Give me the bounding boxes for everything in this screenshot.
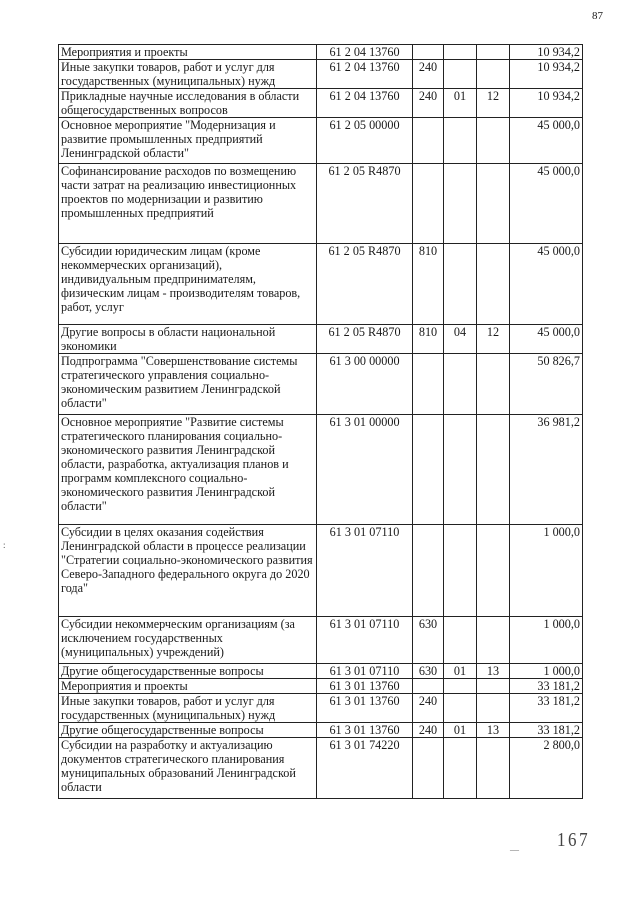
row-csr-cell: 61 3 01 74220 xyxy=(317,738,413,799)
row-vr-cell: 810 xyxy=(413,244,444,325)
row-sum-cell: 1 000,0 xyxy=(510,664,583,679)
row-sum-cell: 2 800,0 xyxy=(510,738,583,799)
row-sum-cell: 36 981,2 xyxy=(510,415,583,525)
row-pr-cell xyxy=(477,738,510,799)
row-csr-cell: 61 2 04 13760 xyxy=(317,45,413,60)
row-sum-cell: 10 934,2 xyxy=(510,89,583,118)
row-sum-cell: 1 000,0 xyxy=(510,617,583,664)
row-name-cell: Мероприятия и проекты xyxy=(59,45,317,60)
row-sum-cell: 10 934,2 xyxy=(510,45,583,60)
row-rz-cell xyxy=(444,694,477,723)
table-row xyxy=(59,694,583,723)
table-row xyxy=(59,525,583,617)
row-rz-cell xyxy=(444,679,477,694)
row-vr-cell xyxy=(413,525,444,617)
row-rz-cell xyxy=(444,244,477,325)
row-csr-cell: 61 3 01 13760 xyxy=(317,694,413,723)
row-rz-cell xyxy=(444,118,477,164)
row-pr-cell xyxy=(477,118,510,164)
row-csr-cell: 61 2 04 13760 xyxy=(317,89,413,118)
row-pr-cell: 13 xyxy=(477,664,510,679)
table-row xyxy=(59,723,583,738)
row-name-cell: Другие вопросы в области национальной экономики xyxy=(59,325,317,354)
table-row xyxy=(59,664,583,679)
row-rz-cell xyxy=(444,164,477,244)
row-name-cell: Субсидии на разработку и актуализацию документов стратегического планирования муниципальных образований Ленинградской области xyxy=(59,738,317,799)
row-csr-cell: 61 3 00 00000 xyxy=(317,354,413,415)
table-row xyxy=(59,60,583,89)
row-pr-cell xyxy=(477,60,510,89)
budget-table-body xyxy=(59,45,583,799)
row-rz-cell xyxy=(444,45,477,60)
row-rz-cell: 01 xyxy=(444,664,477,679)
row-sum-cell: 33 181,2 xyxy=(510,694,583,723)
row-name-cell: Иные закупки товаров, работ и услуг для государственных (муниципальных) нужд xyxy=(59,694,317,723)
row-sum-cell: 45 000,0 xyxy=(510,325,583,354)
row-vr-cell xyxy=(413,45,444,60)
row-vr-cell xyxy=(413,118,444,164)
row-name-cell: Субсидии юридическим лицам (кроме некоммерческих организаций), индивидуальным предпринимателям, физическим лицам - производителям товаров, работ, услуг xyxy=(59,244,317,325)
row-pr-cell xyxy=(477,415,510,525)
row-sum-cell: 50 826,7 xyxy=(510,354,583,415)
table-row xyxy=(59,45,583,60)
row-vr-cell xyxy=(413,415,444,525)
table-row xyxy=(59,89,583,118)
row-rz-cell xyxy=(444,60,477,89)
row-rz-cell xyxy=(444,617,477,664)
row-name-cell: Иные закупки товаров, работ и услуг для государственных (муниципальных) нужд xyxy=(59,60,317,89)
row-csr-cell: 61 3 01 07110 xyxy=(317,525,413,617)
row-rz-cell xyxy=(444,525,477,617)
row-vr-cell: 240 xyxy=(413,723,444,738)
row-vr-cell: 810 xyxy=(413,325,444,354)
table-row xyxy=(59,354,583,415)
table-row xyxy=(59,118,583,164)
margin-mark: : xyxy=(3,540,6,550)
row-name-cell: Софинансирование расходов по возмещению части затрат на реализацию инвестиционных проектов по модернизации и развитию промышленных предприятий xyxy=(59,164,317,244)
row-vr-cell xyxy=(413,164,444,244)
row-csr-cell: 61 3 01 07110 xyxy=(317,664,413,679)
row-vr-cell: 630 xyxy=(413,617,444,664)
row-sum-cell: 45 000,0 xyxy=(510,118,583,164)
row-sum-cell: 1 000,0 xyxy=(510,525,583,617)
row-csr-cell: 61 3 01 13760 xyxy=(317,723,413,738)
row-vr-cell: 240 xyxy=(413,60,444,89)
row-rz-cell: 01 xyxy=(444,723,477,738)
row-vr-cell: 240 xyxy=(413,89,444,118)
row-pr-cell: 12 xyxy=(477,89,510,118)
row-name-cell: Подпрограмма "Совершенствование системы стратегического управления социально-экономическим развитием Ленинградской области" xyxy=(59,354,317,415)
table-row xyxy=(59,325,583,354)
row-sum-cell: 45 000,0 xyxy=(510,244,583,325)
row-csr-cell: 61 3 01 13760 xyxy=(317,679,413,694)
row-pr-cell xyxy=(477,679,510,694)
row-pr-cell xyxy=(477,617,510,664)
row-pr-cell xyxy=(477,244,510,325)
row-csr-cell: 61 3 01 00000 xyxy=(317,415,413,525)
row-csr-cell: 61 2 05 R4870 xyxy=(317,325,413,354)
row-pr-cell: 13 xyxy=(477,723,510,738)
handwritten-stamp: 167 xyxy=(557,829,591,851)
footer-dash: — xyxy=(510,845,519,855)
table-row xyxy=(59,738,583,799)
row-csr-cell: 61 3 01 07110 xyxy=(317,617,413,664)
row-pr-cell xyxy=(477,164,510,244)
row-pr-cell xyxy=(477,694,510,723)
row-csr-cell: 61 2 04 13760 xyxy=(317,60,413,89)
row-sum-cell: 45 000,0 xyxy=(510,164,583,244)
row-pr-cell xyxy=(477,354,510,415)
row-csr-cell: 61 2 05 R4870 xyxy=(317,244,413,325)
table-row xyxy=(59,415,583,525)
row-vr-cell: 630 xyxy=(413,664,444,679)
row-name-cell: Прикладные научные исследования в области общегосударственных вопросов xyxy=(59,89,317,118)
row-name-cell: Основное мероприятие "Модернизация и развитие промышленных предприятий Ленинградской области" xyxy=(59,118,317,164)
row-rz-cell: 04 xyxy=(444,325,477,354)
row-name-cell: Мероприятия и проекты xyxy=(59,679,317,694)
table-row xyxy=(59,164,583,244)
row-pr-cell xyxy=(477,45,510,60)
row-rz-cell: 01 xyxy=(444,89,477,118)
page-number: 87 xyxy=(592,10,603,22)
table-row xyxy=(59,617,583,664)
table-row xyxy=(59,679,583,694)
row-name-cell: Основное мероприятие "Развитие системы стратегического планирования социально-экономического развития Ленинградской области, разработка, актуализация планов и программ комплексного социально-экономического развития Ленинградской области" xyxy=(59,415,317,525)
row-vr-cell xyxy=(413,679,444,694)
row-sum-cell: 10 934,2 xyxy=(510,60,583,89)
row-sum-cell: 33 181,2 xyxy=(510,679,583,694)
row-pr-cell xyxy=(477,525,510,617)
table-row xyxy=(59,244,583,325)
row-vr-cell xyxy=(413,738,444,799)
row-vr-cell xyxy=(413,354,444,415)
row-pr-cell: 12 xyxy=(477,325,510,354)
row-name-cell: Другие общегосударственные вопросы xyxy=(59,723,317,738)
row-name-cell: Субсидии некоммерческим организациям (за исключением государственных (муниципальных) учреждений) xyxy=(59,617,317,664)
row-csr-cell: 61 2 05 00000 xyxy=(317,118,413,164)
row-sum-cell: 33 181,2 xyxy=(510,723,583,738)
row-rz-cell xyxy=(444,415,477,525)
row-rz-cell xyxy=(444,354,477,415)
row-vr-cell: 240 xyxy=(413,694,444,723)
row-rz-cell xyxy=(444,738,477,799)
row-name-cell: Другие общегосударственные вопросы xyxy=(59,664,317,679)
row-csr-cell: 61 2 05 R4870 xyxy=(317,164,413,244)
budget-table xyxy=(58,44,583,799)
row-name-cell: Субсидии в целях оказания содействия Ленинградской области в процессе реализации "Стратегии социально-экономического развития Северо-Западного федерального округа до 2020 года" xyxy=(59,525,317,617)
